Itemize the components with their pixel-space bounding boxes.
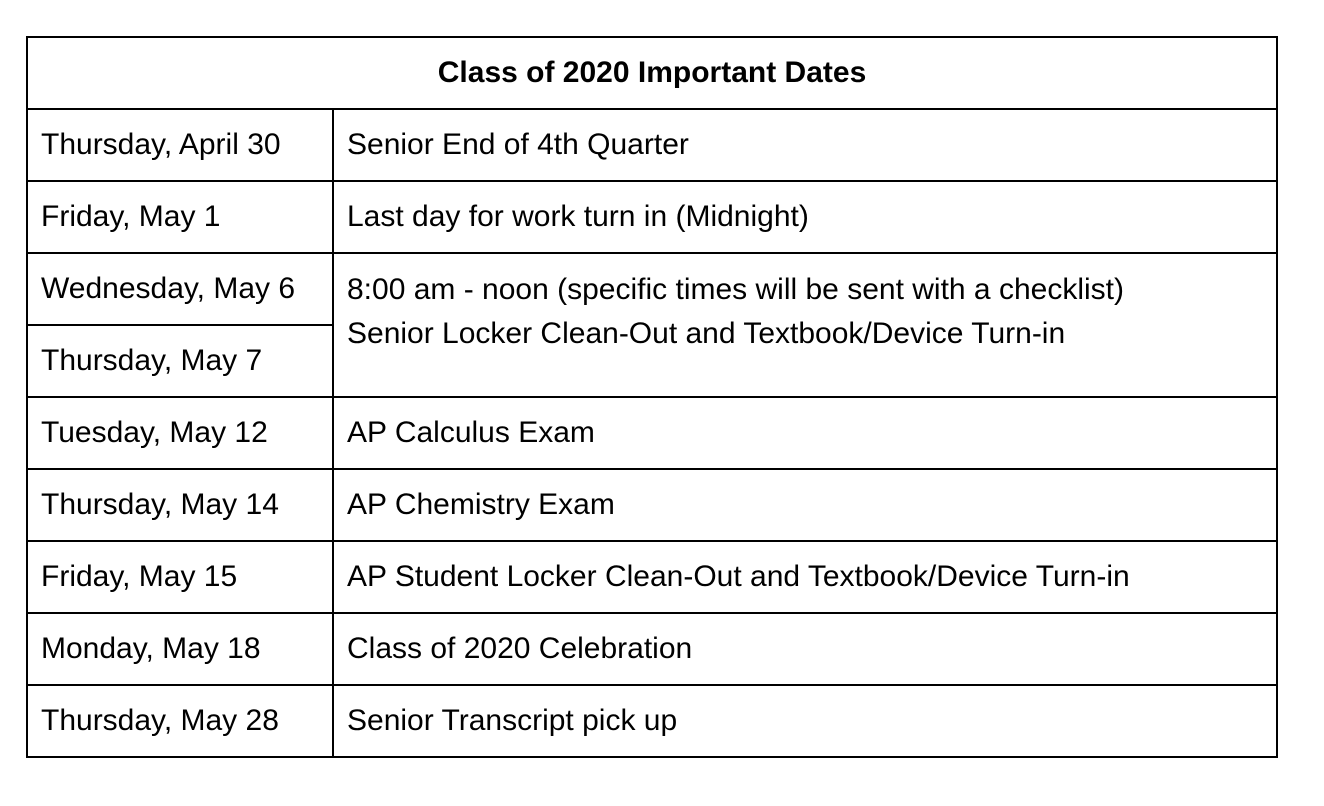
date-cell: Monday, May 18 [27, 613, 333, 685]
table-row [27, 541, 1277, 613]
table-row [27, 685, 1277, 757]
date-cell: Friday, May 1 [27, 181, 333, 253]
event-line-time: 8:00 am - noon (specific times will be sent with a checklist) [347, 273, 1124, 306]
date-cell: Thursday, April 30 [27, 109, 333, 181]
table-row [27, 397, 1277, 469]
event-cell: AP Student Locker Clean-Out and Textbook/Device Turn-in [333, 541, 1277, 613]
table-row [27, 253, 1277, 325]
event-cell: Senior End of 4th Quarter [333, 109, 1277, 181]
date-cell: Tuesday, May 12 [27, 397, 333, 469]
event-cell: Last day for work turn in (Midnight) [333, 181, 1277, 253]
table-row [27, 613, 1277, 685]
event-cell: Class of 2020 Celebration [333, 613, 1277, 685]
important-dates-table [26, 36, 1278, 758]
date-cell: Wednesday, May 6 [27, 253, 333, 325]
table-row [27, 109, 1277, 181]
event-cell: AP Chemistry Exam [333, 469, 1277, 541]
date-cell: Thursday, May 28 [27, 685, 333, 757]
table-title-row [27, 37, 1277, 109]
table-row [27, 469, 1277, 541]
date-cell: Thursday, May 14 [27, 469, 333, 541]
table-row [27, 181, 1277, 253]
event-line-description: Senior Locker Clean-Out and Textbook/Device Turn-in [347, 317, 1066, 350]
event-cell-merged [333, 253, 1277, 397]
event-cell: Senior Transcript pick up [333, 685, 1277, 757]
table-title: Class of 2020 Important Dates [27, 37, 1277, 109]
date-cell: Friday, May 15 [27, 541, 333, 613]
event-cell: AP Calculus Exam [333, 397, 1277, 469]
date-cell: Thursday, May 7 [27, 325, 333, 397]
